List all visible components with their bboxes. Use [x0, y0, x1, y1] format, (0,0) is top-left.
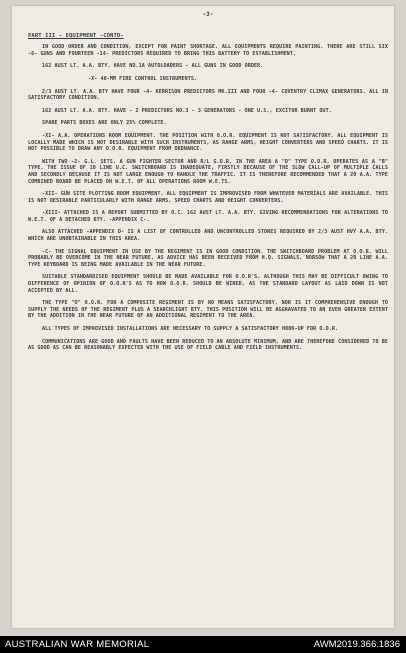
part-heading: PART III - EQUIPMENT -CONTD-: [28, 32, 124, 39]
paragraph: THE TYPE "O" O.O.R. FOR A COMPOSITE REGIMENT IS BY NO MEANS SATISFACTORY, NOR IS IT COMPREHENSIVE ENOUGH TO SUPPLY THE NEEDS OF THE REGIMENT PLUS A SEARCHLIGHT BTY. THIS POSITION WILL BE AGGRAVATED TO AN EVEN GREATER EXTENT BY THE ADDITION IN THE NEAR FUTURE OF AN ADDITIONAL REGIMENT TO THE AREA.: [28, 300, 388, 320]
paragraph: SPARE PARTS BOXES ARE ONLY 25% COMPLETE.: [42, 120, 167, 127]
section-heading: -X- 40-MM FIRE CONTROL INSTRUMENTS.: [88, 75, 198, 82]
footer-institution: AUSTRALIAN WAR MEMORIAL: [5, 639, 150, 650]
paragraph: COMMUNICATIONS ARE GOOD AND FAULTS HAVE BEEN REDUCED TO AN ABSOLUTE MINIMUM, AND ARE THEREFORE CONSIDERED TO BE AS GOOD AS CAN BE REASONABLY EXPECTED WITH THE USE OF FIELD CABLE AND FIELD INSTRUMENTS.: [28, 338, 388, 352]
paragraph: -XII- GUN SITE PLOTTING ROOM EQUIPMENT. ALL EQUIPMENT IS IMPROVISED FROM WHATEVER MATERIALS ARE AVAILABLE. THIS IS NOT DESIRABLE PARTICULARLY WITH RANGE ARMS, SPEED CHARTS AND HEIGHT CONVERTERS.: [28, 191, 388, 204]
paragraph: 2/3 AUST LT. A.A. BTY HAVE FOUR -4- KERRISON PREDICTORS MK.III AND FOUR -4- COVENTRY CLIMAX GENERATORS. ALL IN SATISFACTORY CONDITION.: [28, 88, 388, 102]
paragraph: 162 AUST LT. A.A. BTY. HAVE NO.1A AUTOLOADERS - ALL GUNS IN GOOD ORDER.: [42, 63, 264, 70]
page-number: -3-: [202, 11, 214, 18]
paragraph: SUITABLE STANDARDISED EQUIPMENT SHOULD BE MADE AVAILABLE FOR O.O.R'S, ALTHOUGH THIS MAY BE DIFFICULT OWING TO DIFFERENCE OF OPINION OF O.O.R'S AS TO HOW O.O.R. SHOULD BE WIRED, AS THE STANDARD LAYOUT AS LAID DOWN IS NOT ACCEPTED BY ALL.: [28, 274, 388, 294]
paragraph: IN GOOD ORDER AND CONDITION, EXCEPT FOR PAINT SHORTAGE. ALL EQUIPMENTS REQUIRE PAINTING. THERE ARE STILL SIX -6- GUNS AND FOURTEEN -14- PREDICTORS REQUIRED TO BRING THIS BATTERY TO ESTABLISHMENT.: [28, 44, 388, 57]
footer-bar: [0, 636, 406, 653]
paragraph: -C- THE SIGNAL EQUIPMENT IN USE BY THE REGIMENT IS IN GOOD CONDITION. THE SWITCHBOARD PROBLEM AT O.O.R. WILL PROBABLY BE OVERCOME IN THE NEAR FUTURE, AS ADVICE HAS BEEN RECEIVED FROM H.Q. SIGNALS, NORSOW THAT A 20 LINE A.A. TYPE KEYBOARD IS BEING MADE AVAILABLE IN THE NEAR FUTURE.: [28, 248, 388, 268]
paragraph: WITH TWO -2- G.L. SETS, A GUN FIGHTER SECTOR AND R/L G.O.R. IN THE AREA A "D" TYPE O.O.R. OPERATES AS A "B" TYPE. THE ISSUE OF 10 LINE U.C. SWITCHBOARD IS INADEQUATE, FIRSTLY BECAUSE OF THE SLOW CALL-UP OF MULTIPLE CALLS AND SECONDLY BECAUSE IT IS NOT LARGE ENOUGH TO HANDLE THE TRAFFIC. IT IS THEREFORE RECOMMENDED THAT A 20 A.A. TYPE COMBINED BOARD BE PLACED ON W.E.T. OF ALL OPERATIONS ROOM W.E.TS.: [28, 158, 388, 185]
paragraph: ALL TYPES OF IMPROVISED INSTALLATIONS ARE NECESSARY TO SUPPLY A SATISFACTORY HOOK-UP FOR O.O.R.: [42, 326, 339, 332]
footer-accession-number: AWM2019.366.1836: [313, 639, 400, 650]
paragraph: 162 AUST LT. A.A. BTY. HAVE - 2 PREDICTORS NO.3 - 3 GENERATORS - ONE U.S., EXCITOR BURNT OUT.: [42, 107, 332, 114]
paragraph: ALSO ATTACHED -APPENDIX D- IS A LIST OF CONTROLLED AND UNCONTROLLED STORES REQUIRED BY 2/3 AUST HVY A.A. BTY. WHICH ARE UNOBTAINABLE IN THIS AREA.: [28, 229, 388, 243]
document-body: [28, 12, 388, 358]
paragraph: -XIII- ATTACHED IS A REPORT SUBMITTED BY O.C. 162 AUST LT. A.A. BTY. GIVING RECOMMENDATIONS FOR ALTERATIONS TO W.E.T. OF A DETACHED BTY. -APPENDIX C-.: [28, 210, 388, 223]
paragraph: -XI- A.A. OPERATIONS ROOM EQUIPMENT. THE POSITION WITH O.O.R. EQUIPMENT IS NOT SATISFACTORY. ALL EQUIPMENT IS LOCALLY MADE WHICH IS NOT DESIRABLE WITH SUCH INSTRUMENTS, AS RANGE ARMS, HEIGHT CONVERTERS AND SPEED CHARTS. IT IS NOT POSSIBLE TO DRAW ANY O.O.R. EQUIPMENT FROM ORDNANCE.: [28, 132, 388, 153]
